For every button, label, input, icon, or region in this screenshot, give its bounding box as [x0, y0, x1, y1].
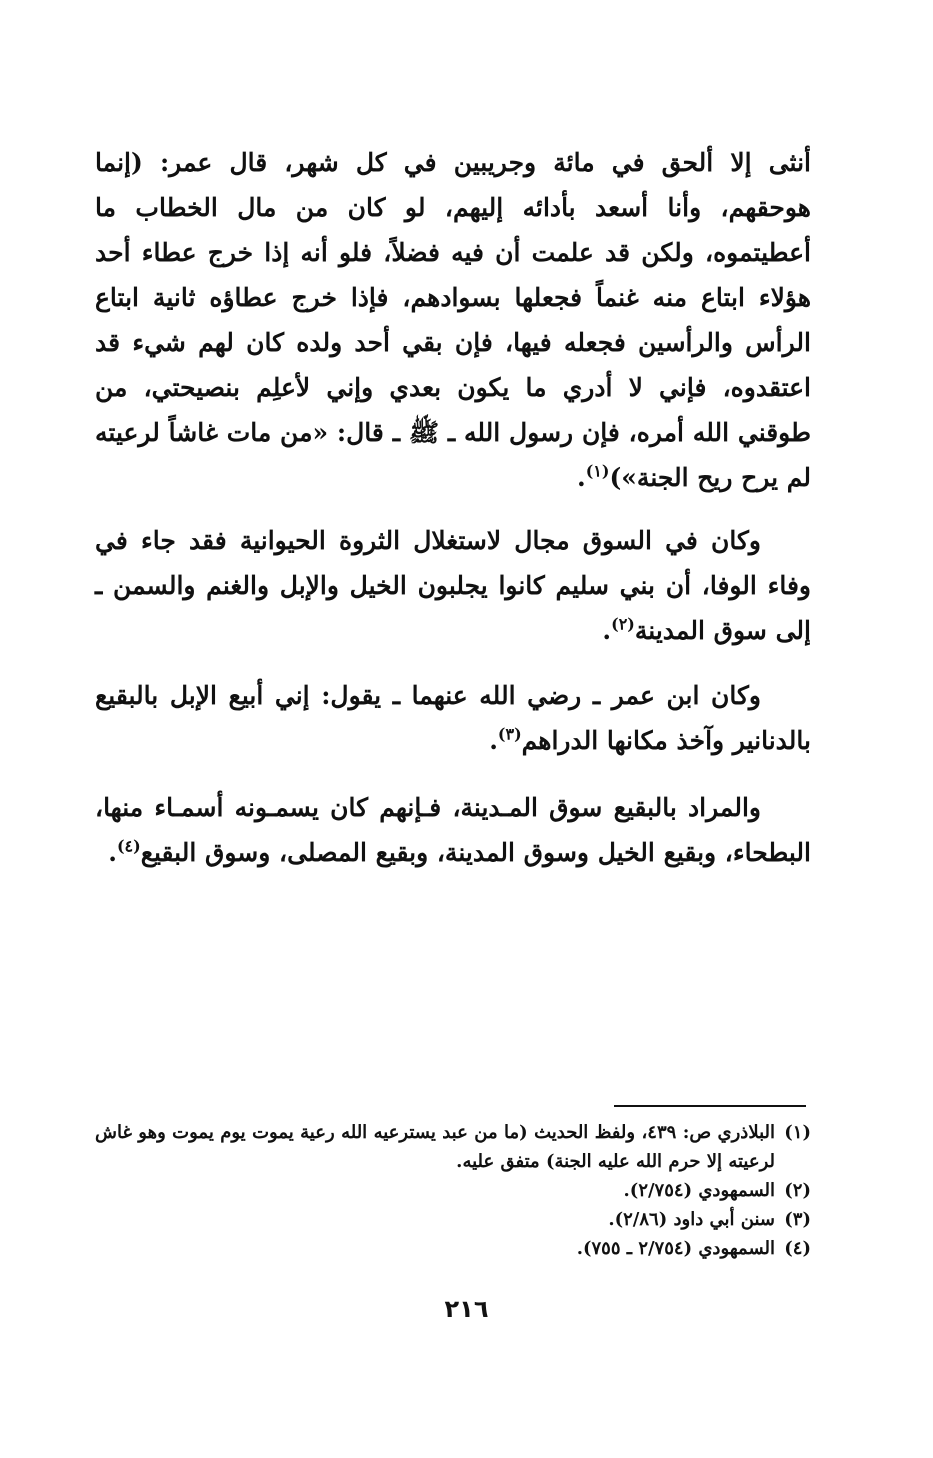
footnote-ref-2: (٢) [611, 614, 635, 634]
footnote-4 [95, 1234, 811, 1263]
footnote-marker: (٤) [784, 1238, 811, 1259]
footnote-text: السمهودي (٢/٧٥٤). [623, 1180, 775, 1201]
paragraph-3 [95, 673, 811, 763]
footnote-marker: (٣) [784, 1209, 811, 1230]
paragraph-2-text: وكان في السوق مجال لاستغلال الثروة الحيوانية فقد جاء في وفاء الوفا، أن بني سليم كانوا يجلبون الخيل والإبل والغنم والسمن ـ إلى سوق المدينة [95, 526, 811, 645]
paragraph-1-end: . [577, 463, 586, 492]
paragraph-4-text: والمراد بالبقيع سوق المـدينة، فـإنهم كان يسمـونه أسمـاء منها، البطحاء، وبقيع الخيل وسوق المدينة، وبقيع المصلى، وسوق البقيع [95, 793, 811, 867]
paragraph-3-text: وكان ابن عمر ـ رضي الله عنهما ـ يقول: إني أبيع الإبل بالبقيع بالدنانير وآخذ مكانها الدراهم [95, 681, 811, 755]
footnotes [95, 1118, 811, 1263]
footnote-marker: (١) [784, 1122, 811, 1143]
footnote-1 [95, 1118, 811, 1176]
footnote-ref-3: (٣) [497, 724, 522, 744]
paragraph-1-text: أنثى إلا ألحق في مائة وجريبين في كل شهر، قال عمر: (إنما هوحقهم، وأنا أسعد بأدائه إليهم، لو كان من مال الخطاب ما أعطيتموه، ولكن قد علمت أن فيه فضلاً، فلو أنه إذا خرج عطاء أحد هؤلاء ابتاع منه غنماً فجعلها بسوادهم، فإذا خرج عطاؤه ثانية ابتاع الرأس والرأسين فجعله فيها، فإن بقي أحد ولده كان لهم شيء قد اعتقدوه، فإني لا أدري ما يكون بعدي وإني لأعلِم بنصيحتي، من طوقني الله أمره، فإن رسول الله ـ ﷺ ـ قال: «من مات غاشاً لرعيته لم يرح ريح الجنة») [95, 148, 811, 492]
footnote-marker: (٢) [784, 1180, 811, 1201]
footnote-text: سنن أبي داود (٢/٨٦). [608, 1209, 775, 1230]
page-number: ٢١٦ [444, 1295, 489, 1323]
paragraph-3-end: . [489, 726, 498, 755]
footnote-separator [614, 1105, 806, 1107]
paragraph-4-end: . [108, 838, 117, 867]
paragraph-2 [95, 518, 811, 653]
main-text [95, 140, 811, 875]
footnote-text: السمهودي (٢/٧٥٤ ـ ٧٥٥). [576, 1238, 775, 1259]
footnote-ref-4: (٤) [116, 836, 141, 856]
footnote-ref-1: (١) [585, 461, 610, 481]
paragraph-1 [95, 140, 811, 500]
footnote-3 [95, 1205, 811, 1234]
paragraph-4 [95, 785, 811, 875]
paragraph-2-end: . [602, 616, 612, 645]
footnote-text: البلاذري ص: ٤٣٩، ولفظ الحديث (ما من عبد يسترعيه الله رعية يموت يوم يموت وهو غاش لرعيته إلا حرم الله عليه الجنة) متفق عليه. [95, 1122, 775, 1172]
footnote-2 [95, 1176, 811, 1205]
